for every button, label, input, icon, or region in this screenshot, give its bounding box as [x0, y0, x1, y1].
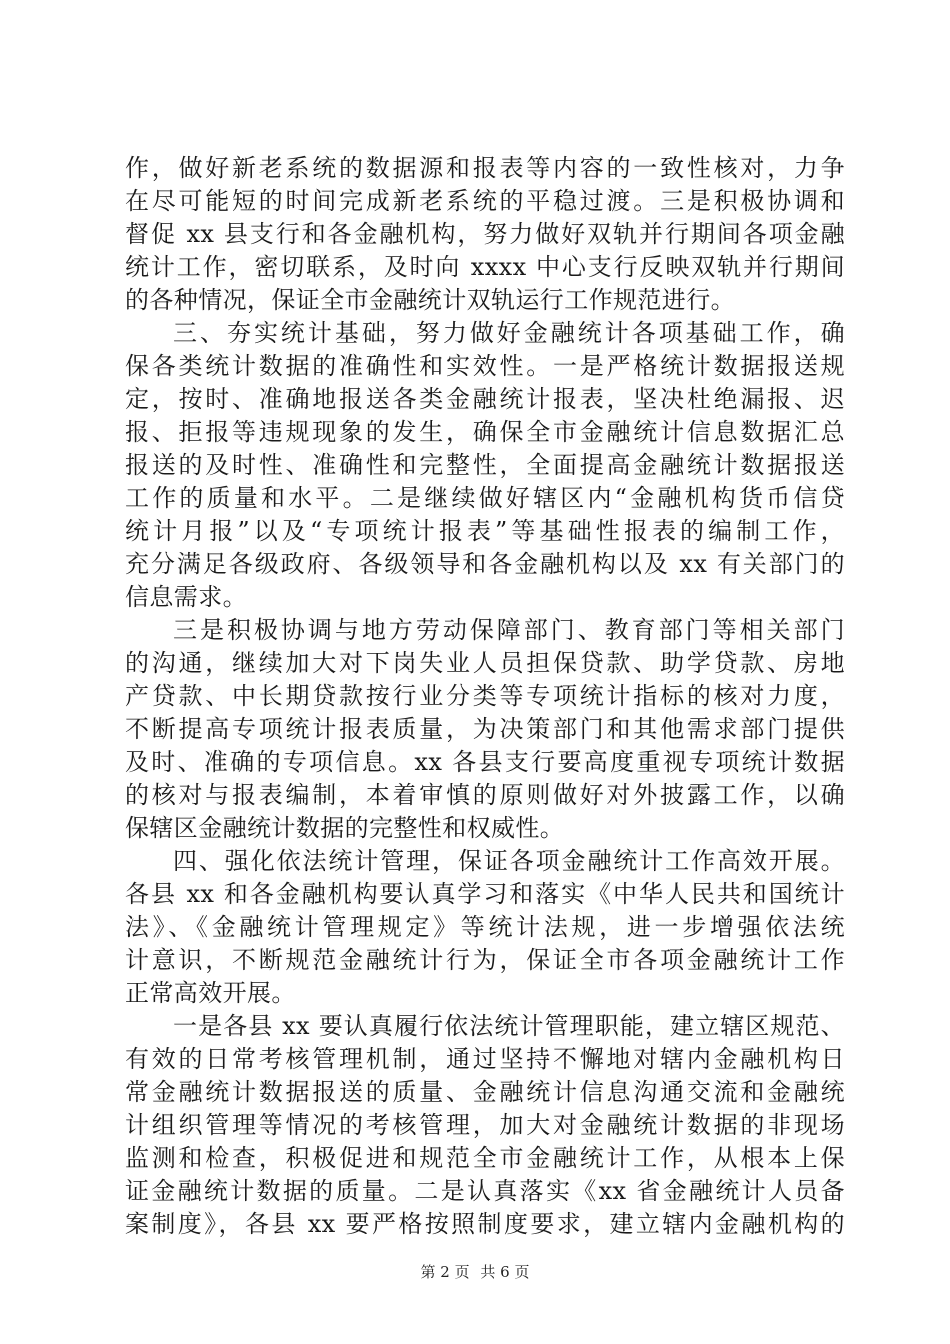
text-line: 法》、《金融统计管理规定》等统计法规，进一步增强依法统 — [125, 913, 845, 941]
text-line: 三是积极协调与地方劳动保障部门、教育部门等相关部门 — [173, 616, 845, 644]
text-line: 及时、准确的专项信息。xx 各县支行要高度重视专项统计数据 — [125, 748, 845, 776]
text-line: 充分满足各级政府、各级领导和各金融机构以及 xx 有关部门的 — [125, 550, 845, 578]
text-line: 信息需求。 — [125, 583, 247, 611]
text-line: 产贷款、中长期贷款按行业分类等专项统计指标的核对力度， — [125, 682, 845, 710]
text-line: 不断提高专项统计报表质量，为决策部门和其他需求部门提供 — [125, 715, 845, 743]
text-line: 监测和检查，积极促进和规范全市金融统计工作，从根本上保 — [125, 1144, 845, 1172]
text-line: 案制度》，各县 xx 要严格按照制度要求，建立辖内金融机构的 — [125, 1210, 845, 1238]
text-line: 定，按时、准确地报送各类金融统计报表，坚决杜绝漏报、迟 — [125, 385, 845, 413]
text-line: 的各种情况，保证全市金融统计双轨运行工作规范进行。 — [125, 286, 735, 314]
text-line: 的核对与报表编制，本着审慎的原则做好对外披露工作，以确 — [125, 781, 845, 809]
text-line: 在尽可能短的时间完成新老系统的平稳过渡。三是积极协调和 — [125, 187, 845, 215]
page-total: 共 6 页 — [480, 1263, 530, 1281]
text-line: 三、夯实统计基础，努力做好金融统计各项基础工作，确 — [173, 319, 845, 347]
text-line: 报送的及时性、准确性和完整性，全面提高金融统计数据报送 — [125, 451, 845, 479]
text-line: 保辖区金融统计数据的完整性和权威性。 — [125, 814, 565, 842]
text-line: 统计月报”以及“专项统计报表”等基础性报表的编制工作， — [125, 517, 845, 545]
text-line: 督促 xx 县支行和各金融机构，努力做好双轨并行期间各项金融 — [125, 220, 845, 248]
text-line: 报、拒报等违规现象的发生，确保全市金融统计信息数据汇总 — [125, 418, 845, 446]
page-footer — [0, 1262, 950, 1282]
text-line: 计组织管理等情况的考核管理，加大对金融统计数据的非现场 — [125, 1111, 845, 1139]
text-line: 统计工作，密切联系，及时向 xxxx 中心支行反映双轨并行期间 — [125, 253, 845, 281]
text-line: 作，做好新老系统的数据源和报表等内容的一致性核对，力争 — [125, 154, 845, 182]
document-body — [125, 152, 845, 1241]
text-line: 保各类统计数据的准确性和实效性。一是严格统计数据报送规 — [125, 352, 845, 380]
text-line: 常金融统计数据报送的质量、金融统计信息沟通交流和金融统 — [125, 1078, 845, 1106]
text-line: 证金融统计数据的质量。二是认真落实《xx 省金融统计人员备 — [125, 1177, 845, 1205]
text-line: 计意识，不断规范金融统计行为，保证全市各项金融统计工作 — [125, 946, 845, 974]
text-line: 工作的质量和水平。二是继续做好辖区内“金融机构货币信贷 — [125, 484, 845, 512]
text-line: 四、强化依法统计管理，保证各项金融统计工作高效开展。 — [173, 847, 845, 875]
text-line: 正常高效开展。 — [125, 979, 296, 1007]
text-line: 有效的日常考核管理机制，通过坚持不懈地对辖内金融机构日 — [125, 1045, 845, 1073]
text-line: 的沟通，继续加大对下岗失业人员担保贷款、助学贷款、房地 — [125, 649, 845, 677]
page-number: 第 2 页 — [420, 1263, 470, 1281]
text-line: 一是各县 xx 要认真履行依法统计管理职能，建立辖区规范、 — [173, 1012, 845, 1040]
text-line: 各县 xx 和各金融机构要认真学习和落实《中华人民共和国统计 — [125, 880, 845, 908]
